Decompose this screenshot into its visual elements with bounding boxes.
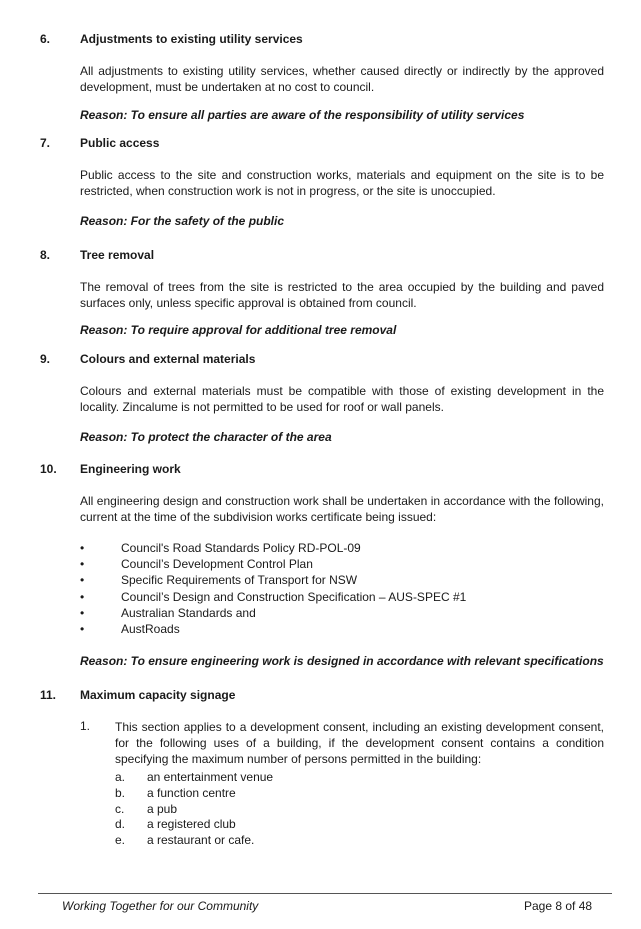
bullet-item: Specific Requirements of Transport for NSW: [121, 573, 358, 587]
bullet-icon: •: [80, 541, 85, 555]
section-reason: Reason: To ensure all parties are aware of the responsibility of utility services: [80, 108, 525, 122]
section-reason: Reason: To ensure engineering work is designed in accordance with relevant specifications: [80, 654, 604, 668]
list-letter: a.: [115, 770, 126, 784]
bullet-icon: •: [80, 557, 85, 571]
page-number: Page 8 of 48: [524, 899, 593, 913]
section-number: 8.: [40, 248, 51, 262]
bullet-item: Council’s Development Control Plan: [121, 557, 313, 571]
bullet-item: Council’s Design and Construction Specification – AUS-SPEC #1: [121, 590, 467, 604]
section-body: The removal of trees from the site is restricted to the area occupied by the building and paved surfaces only, unless specific approval is obtained from council.: [80, 280, 604, 310]
bullet-icon: •: [80, 573, 85, 587]
bullet-item: AustRoads: [121, 622, 180, 636]
list-letter: b.: [115, 786, 126, 800]
bullet-item: Council's Road Standards Policy RD-POL-09: [121, 541, 361, 555]
section-number: 11.: [40, 688, 57, 702]
section-number: 6.: [40, 32, 51, 46]
section-number: 9.: [40, 352, 51, 366]
section-reason: Reason: For the safety of the public: [80, 214, 285, 228]
section-heading: Engineering work: [80, 462, 181, 476]
list-letter: c.: [115, 802, 125, 816]
list-letter: e.: [115, 833, 126, 847]
section-body: Colours and external materials must be compatible with those of existing development in the locality. Zincalume is not permitted to be used for roof or wall panels.: [80, 384, 604, 414]
list-item: an entertainment venue: [147, 770, 274, 784]
section-reason: Reason: To require approval for additional tree removal: [80, 323, 397, 337]
section-body: All adjustments to existing utility services, whether caused directly or indirectly by the approved development, must be undertaken at no cost to council.: [80, 64, 604, 94]
section-number: 7.: [40, 136, 51, 150]
bullet-icon: •: [80, 606, 85, 620]
sub-clause-number: 1.: [80, 719, 91, 733]
bullet-item: Australian Standards and: [121, 606, 256, 620]
section-reason: Reason: To protect the character of the area: [80, 430, 332, 444]
list-item: a pub: [147, 802, 178, 816]
list-item: a function centre: [147, 786, 236, 800]
section-heading: Colours and external materials: [80, 352, 256, 366]
section-body: All engineering design and construction work shall be undertaken in accordance with the following, current at the time of the subdivision works certificate being issued:: [80, 494, 604, 524]
bullet-icon: •: [80, 590, 85, 604]
sub-clause-body: This section applies to a development consent, including an existing development consent, for the following uses of a building, if the development consent contains a condition specifying the maximum number of persons permitted in the building:: [115, 720, 604, 766]
section-heading: Adjustments to existing utility services: [80, 32, 303, 46]
list-item: a registered club: [147, 817, 236, 831]
section-heading: Tree removal: [80, 248, 155, 262]
footer-divider: [38, 893, 612, 894]
section-body: Public access to the site and construction works, materials and equipment on the site is to be restricted, when construction work is not in progress, or the site is unoccupied.: [80, 168, 604, 198]
bullet-icon: •: [80, 622, 85, 636]
footer-tagline: Working Together for our Community: [62, 899, 259, 913]
section-heading: Public access: [80, 136, 160, 150]
section-number: 10.: [40, 462, 57, 476]
list-letter: d.: [115, 817, 126, 831]
section-heading: Maximum capacity signage: [80, 688, 236, 702]
list-item: a restaurant or cafe.: [147, 833, 255, 847]
